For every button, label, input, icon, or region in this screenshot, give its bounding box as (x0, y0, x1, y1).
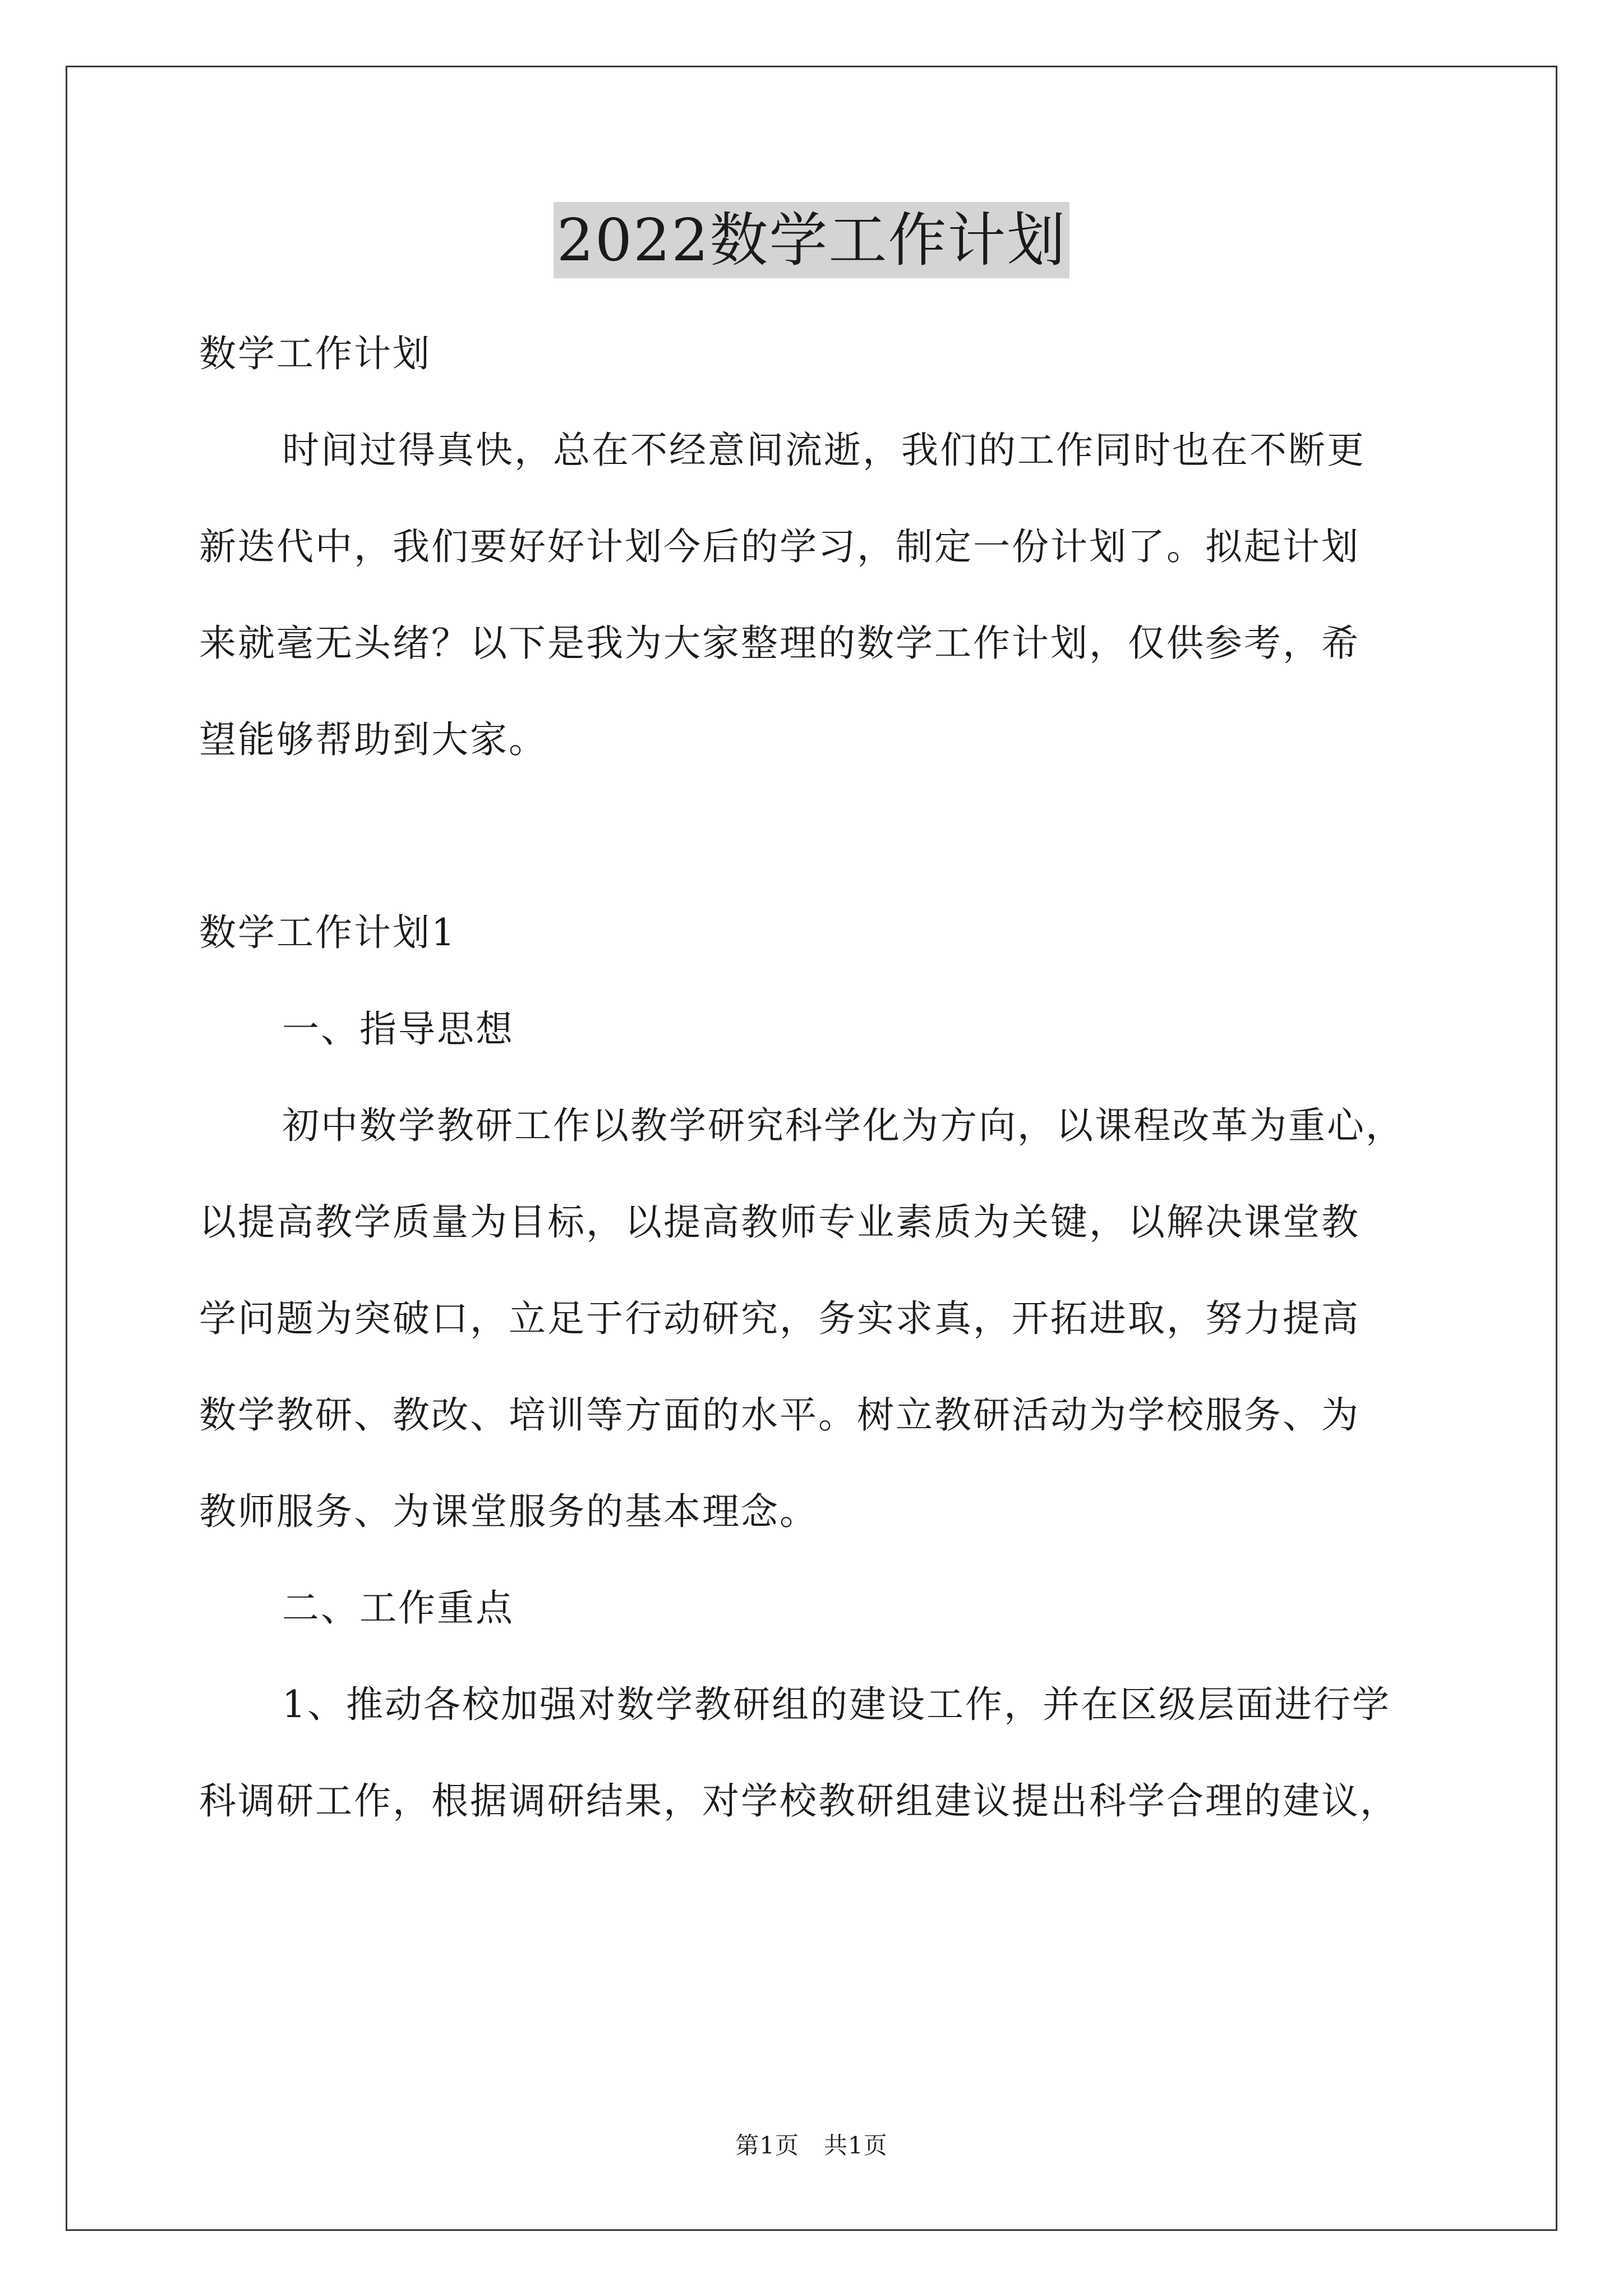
paragraph-line: 时间过得真快，总在不经意间流逝，我们的工作同时也在不断更 (282, 429, 1366, 472)
section-heading: 数学工作计划 (199, 332, 431, 375)
paragraph-line: 望能够帮助到大家。 (199, 718, 547, 761)
title-container (0, 202, 1623, 278)
paragraph-line: 来就毫无头绪？以下是我为大家整理的数学工作计划，仅供参考，希 (199, 622, 1360, 665)
document-body (199, 306, 1433, 1849)
subsection-heading: 一、指导思想 (282, 1007, 514, 1051)
page-footer (0, 2132, 1623, 2160)
paragraph-gap (199, 788, 1433, 885)
document-title: 2022数学工作计划 (554, 202, 1070, 278)
subsection-heading: 二、工作重点 (282, 1586, 514, 1630)
section-heading: 数学工作计划1 (199, 911, 457, 954)
paragraph-line: 教师服务、为课堂服务的基本理念。 (199, 1490, 818, 1533)
page-total: 共1页 (824, 2132, 888, 2159)
paragraph-line: 以提高教学质量为目标，以提高教师专业素质为关键，以解决课堂教 (199, 1200, 1360, 1244)
paragraph-line: 学问题为突破口，立足于行动研究，务实求真，开拓进取，努力提高 (199, 1297, 1360, 1340)
paragraph-line: 数学教研、教改、培训等方面的水平。树立教研活动为学校服务、为 (199, 1393, 1360, 1437)
page-number: 第1页 (735, 2132, 799, 2159)
paragraph-line: 1、推动各校加强对数学教研组的建设工作，并在区级层面进行学 (282, 1683, 1391, 1726)
paragraph-line: 科调研工作，根据调研结果，对学校教研组建议提出科学合理的建议， (199, 1779, 1399, 1823)
paragraph-line: 初中数学教研工作以教学研究科学化为方向，以课程改革为重心， (282, 1104, 1404, 1147)
paragraph-line: 新迭代中，我们要好好计划今后的学习，制定一份计划了。拟起计划 (199, 525, 1360, 568)
